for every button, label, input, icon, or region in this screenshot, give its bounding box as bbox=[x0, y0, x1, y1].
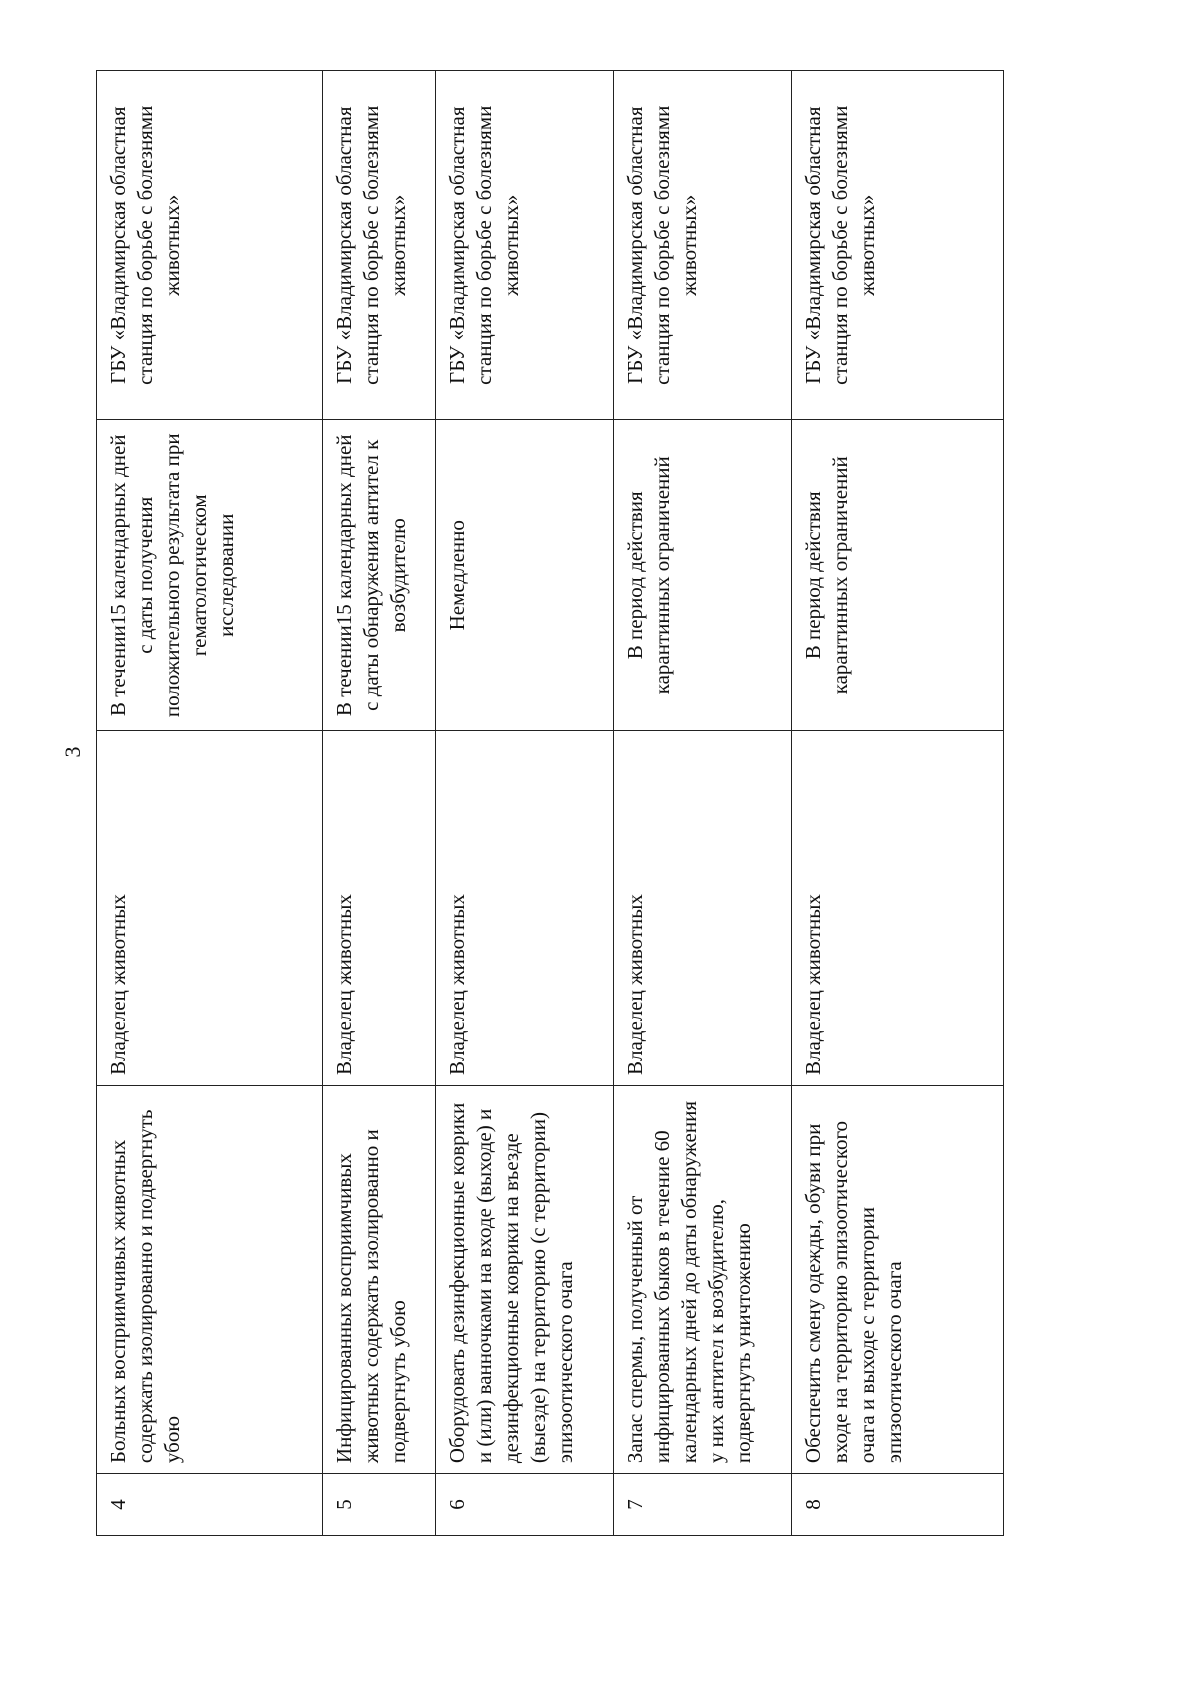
term-cell: В течении15 календарных дней с даты получения положительного результата при гематологическом исследовании bbox=[97, 420, 323, 731]
term-cell: Немедленно bbox=[436, 420, 614, 731]
organization-cell: ГБУ «Владимирская областная станция по борьбе с болезнями животных» bbox=[97, 71, 323, 420]
responsible-cell: Владелец животных bbox=[436, 731, 614, 1086]
responsible-cell: Владелец животных bbox=[97, 731, 323, 1086]
row-number: 7 bbox=[614, 1474, 792, 1536]
table-row bbox=[97, 71, 323, 1536]
measure-cell: Запас спермы, полученный от инфицированных быков в течение 60 календарных дней до даты обнаружения у них антител к возбудителю, подвергнуть уничтожению bbox=[614, 1086, 792, 1474]
organization-cell: ГБУ «Владимирская областная станция по борьбе с болезнями животных» bbox=[323, 71, 436, 420]
responsible-cell: Владелец животных bbox=[792, 731, 1004, 1086]
term-cell: В период действия карантинных ограничений bbox=[792, 420, 1004, 731]
measure-cell: Оборудовать дезинфекционные коврики и (или) ванночками на входе (выходе) и дезинфекционные коврики на въезде (выезде) на территорию (с территории) эпизоотического очага bbox=[436, 1086, 614, 1474]
measure-cell: Больных восприимчивых животных содержать изолированно и подвергнуть убою bbox=[97, 1086, 323, 1474]
responsible-cell: Владелец животных bbox=[323, 731, 436, 1086]
row-number: 4 bbox=[97, 1474, 323, 1536]
page-number: 3 bbox=[60, 746, 85, 758]
organization-cell: ГБУ «Владимирская областная станция по борьбе с болезнями животных» bbox=[614, 71, 792, 420]
measure-cell: Обеспечить смену одежды, обуви при входе на территорию эпизоотического очага и выходе с территории эпизоотического очага bbox=[792, 1086, 1004, 1474]
table-row bbox=[614, 71, 792, 1536]
measure-cell: Инфицированных восприимчивых животных содержать изолированно и подвергнуть убою bbox=[323, 1086, 436, 1474]
measures-table-frame bbox=[96, 70, 1003, 1536]
term-cell: В течении15 календарных дней с даты обнаружения антител к возбудителю bbox=[323, 420, 436, 731]
table-row bbox=[792, 71, 1004, 1536]
responsible-cell: Владелец животных bbox=[614, 731, 792, 1086]
organization-cell: ГБУ «Владимирская областная станция по борьбе с болезнями животных» bbox=[436, 71, 614, 420]
table-row bbox=[323, 71, 436, 1536]
measures-table bbox=[96, 70, 1004, 1536]
row-number: 5 bbox=[323, 1474, 436, 1536]
organization-cell: ГБУ «Владимирская областная станция по борьбе с болезнями животных» bbox=[792, 71, 1004, 420]
table-row bbox=[436, 71, 614, 1536]
row-number: 8 bbox=[792, 1474, 1004, 1536]
term-cell: В период действия карантинных ограничений bbox=[614, 420, 792, 731]
row-number: 6 bbox=[436, 1474, 614, 1536]
